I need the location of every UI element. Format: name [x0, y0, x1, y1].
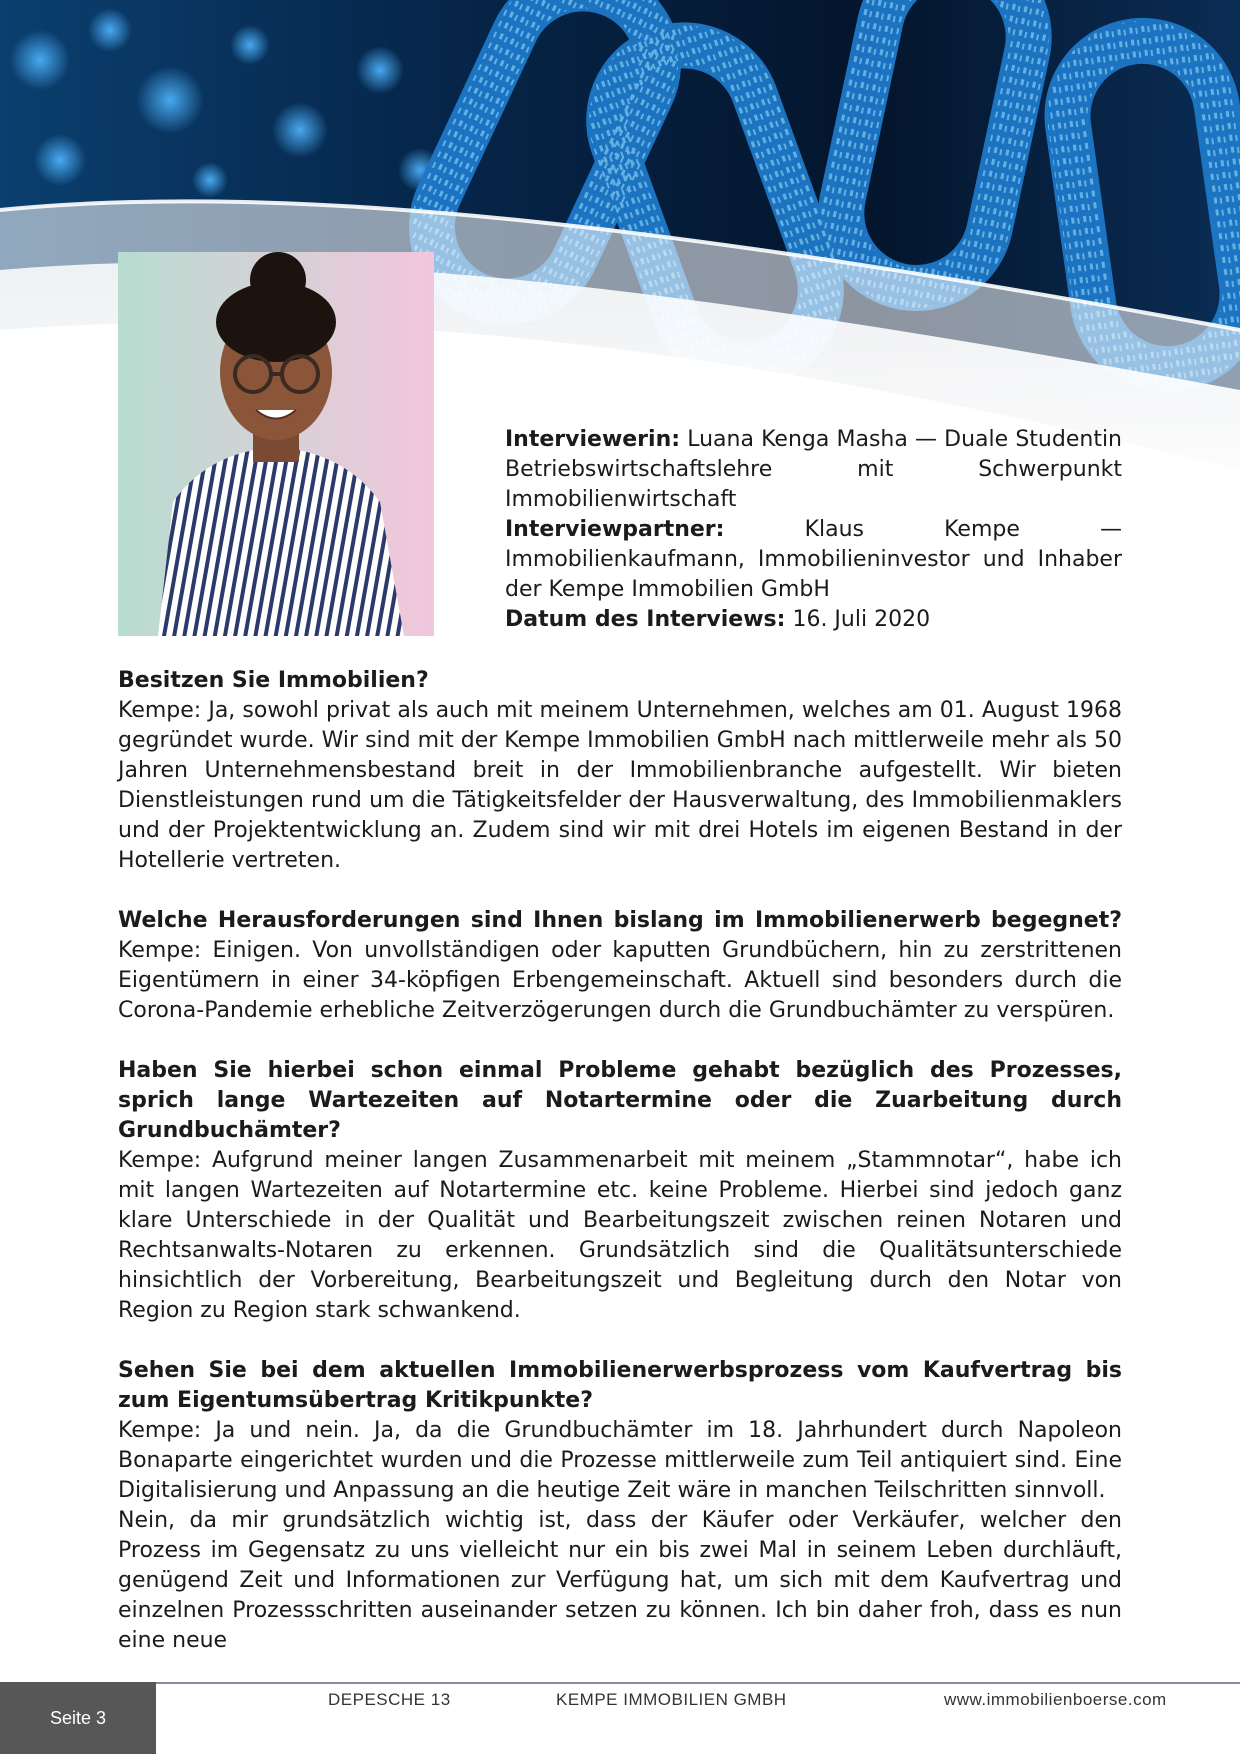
- qa-block: [118, 666, 1122, 876]
- footer-company: KEMPE IMMOBILIEN GMBH: [556, 1690, 787, 1709]
- footer-divider: [156, 1682, 1240, 1684]
- date-line: [505, 605, 1122, 635]
- partner-label: Interviewpartner:: [505, 517, 725, 542]
- interviewer-photo: [118, 252, 434, 636]
- date-label: Datum des Interviews:: [505, 607, 786, 632]
- partner-line: [505, 515, 1122, 605]
- page-number: Seite 3: [0, 1682, 156, 1754]
- question: Welche Herausforderungen sind Ihnen bislang im Immobilienerwerb begegnet?: [118, 908, 1122, 933]
- qa-block: [118, 1356, 1122, 1656]
- question: Sehen Sie bei dem aktuellen Immobilienerwerbsprozess vom Kaufvertrag bis zum Eigentumsübertrag Kritikpunkte?: [118, 1358, 1122, 1413]
- date-value: 16. Juli 2020: [792, 607, 931, 632]
- interview-meta: [505, 425, 1122, 635]
- partner-value: Klaus Kempe — Immobilienkaufmann, Immobilieninvestor und Inhaber der Kempe Immobilien GmbH: [505, 517, 1122, 602]
- qa-paragraph: [118, 906, 1122, 1026]
- interviewer-label: Interviewerin:: [505, 427, 681, 452]
- answer: Kempe: Aufgrund meiner langen Zusammenarbeit mit meinem „Stammnotar“, habe ich mit langen Wartezeiten auf Notartermine etc. keine Probleme. Hierbei sind jedoch ganz klare Unterschiede in der Qualität und Bearbeitungszeit zwischen reinen Notaren und Rechtsanwalts-Notaren zu erkennen. Grundsätzlich sind die Qualitätsunterschiede hinsichtlich der Vorbereitung, Bearbeitungszeit und Begleitung durch den Notar von Region zu Region stark schwankend.: [118, 1148, 1122, 1323]
- interviewer-value: Luana Kenga Masha — Duale Studentin Betriebswirtschaftslehre mit Schwerpunkt Immobilienwirtschaft: [505, 427, 1123, 512]
- interviewer-line: [505, 425, 1122, 515]
- question: Besitzen Sie Immobilien?: [118, 668, 429, 693]
- answer: Kempe: Ja und nein. Ja, da die Grundbuchämter im 18. Jahrhundert durch Napoleon Bonaparte eingerichtet wurden und die Prozesse mittlerweile zum Teil antiquiert sind. Eine Digitalisierung und Anpassung an die heutige Zeit wäre in manchen Teilschritten sinnvoll.: [118, 1418, 1122, 1503]
- footer-issue: DEPESCHE 13: [328, 1690, 451, 1709]
- qa-block: [118, 1056, 1122, 1326]
- answer: Kempe: Ja, sowohl privat als auch mit meinem Unternehmen, welches am 01. August 1968 gegründet wurde. Wir sind mit der Kempe Immobilien GmbH nach mittlerweile mehr als 50 Jahren Unternehmensbestand breit in der Immobilienbranche aufgestellt. Wir bieten Dienstleistungen rund um die Tätigkeitsfelder der Hausverwaltung, des Immobilienmaklers und der Projektentwicklung an. Zudem sind wir mit drei Hotels im eigenen Bestand in der Hotellerie vertreten.: [118, 698, 1122, 873]
- question: Haben Sie hierbei schon einmal Probleme gehabt bezüglich des Prozesses, sprich lange Wartezeiten auf Notartermine oder die Zuarbeitung durch Grundbuchämter?: [118, 1058, 1122, 1143]
- interview-article: [118, 666, 1122, 1686]
- footer-website-link[interactable]: www.immobilienboerse.com: [944, 1690, 1167, 1709]
- qa-block: [118, 906, 1122, 1026]
- answer-continued: Nein, da mir grundsätzlich wichtig ist, dass der Käufer oder Verkäufer, welcher den Prozess im Gegensatz zu uns vielleicht nur ein bis zwei Mal in seinem Leben durchläuft, genügend Zeit und Informationen zur Verfügung hat, um sich mit dem Kaufvertrag und einzelnen Prozessschritten auseinander setzen zu können. Ich bin daher froh, dass es nun eine neue: [118, 1508, 1122, 1653]
- answer: Kempe: Einigen. Von unvollständigen oder kaputten Grundbüchern, hin zu zerstrittenen Eigentümern in einer 34-köpfigen Erbengemeinschaft. Aktuell sind besonders durch die Corona-Pandemie erhebliche Zeitverzögerungen durch die Grundbuchämter zu verspüren.: [118, 938, 1122, 1023]
